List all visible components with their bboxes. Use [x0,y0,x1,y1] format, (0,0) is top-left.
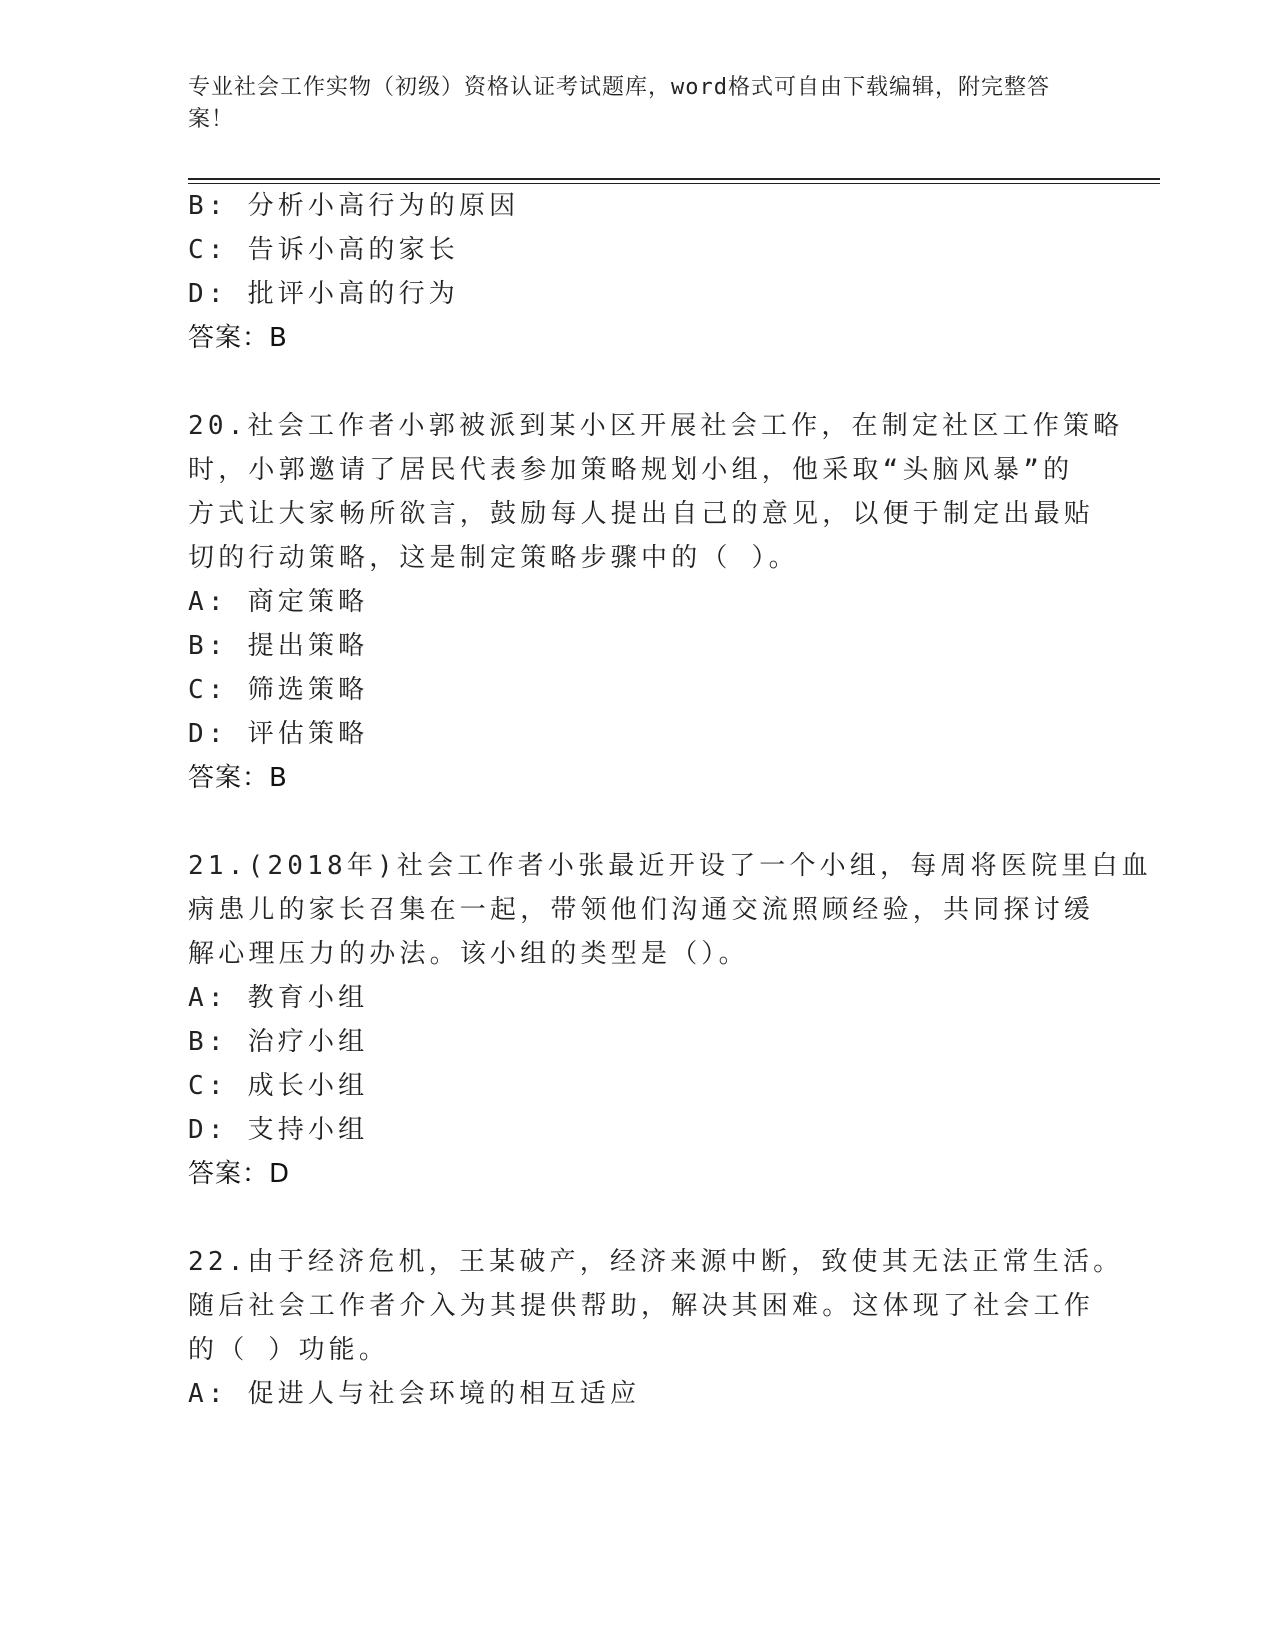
q21-option-a: A: 教育小组 [188,983,369,1013]
q22-stem-line: 的（ ）功能。 [188,1335,390,1365]
header-rule-thin [188,183,1160,184]
header-rule-thick [188,178,1160,180]
q20-option-a: A: 商定策略 [188,587,369,617]
document-header: 专业社会工作实物（初级）资格认证考试题库，word格式可自由下载编辑，附完整答案！ [188,75,1050,132]
q21-stem-line: 解心理压力的办法。该小组的类型是（）。 [188,939,749,969]
q21-stem-line: 21.(2018年)社会工作者小张最近开设了一个小组，每周将医院里白血 [188,851,1152,881]
q19-option-b: B: 分析小高行为的原因 [188,191,520,221]
q20-option-b: B: 提出策略 [188,631,369,661]
q21-option-c: C: 成长小组 [188,1071,369,1101]
q20-answer: 答案：B [188,763,288,793]
q19-answer: 答案：B [188,323,288,353]
q20-option-d: D: 评估策略 [188,719,369,749]
q22-option-a: A: 促进人与社会环境的相互适应 [188,1379,641,1409]
q22-stem-line: 随后社会工作者介入为其提供帮助，解决其困难。这体现了社会工作 [188,1291,1095,1321]
q20-stem-line: 时，小郭邀请了居民代表参加策略规划小组，他采取“头脑风暴”的 [188,455,1074,485]
q21-stem-line: 病患儿的家长召集在一起，带领他们沟通交流照顾经验，共同探讨缓 [188,895,1095,925]
q20-option-c: C: 筛选策略 [188,675,369,705]
q20-stem-line: 方式让大家畅所欲言，鼓励每人提出自己的意见，以便于制定出最贴 [188,499,1095,529]
q20-stem-line: 20.社会工作者小郭被派到某小区开展社会工作，在制定社区工作策略 [188,411,1124,441]
q21-answer: 答案：D [188,1159,291,1189]
q19-option-c: C: 告诉小高的家长 [188,235,459,265]
q22-stem-line: 22.由于经济危机，王某破产，经济来源中断，致使其无法正常生活。 [188,1247,1124,1277]
q20-stem-line: 切的行动策略，这是制定策略步骤中的（ ）。 [188,543,799,573]
q19-option-d: D: 批评小高的行为 [188,279,459,309]
q21-option-b: B: 治疗小组 [188,1027,369,1057]
q21-option-d: D: 支持小组 [188,1115,369,1145]
